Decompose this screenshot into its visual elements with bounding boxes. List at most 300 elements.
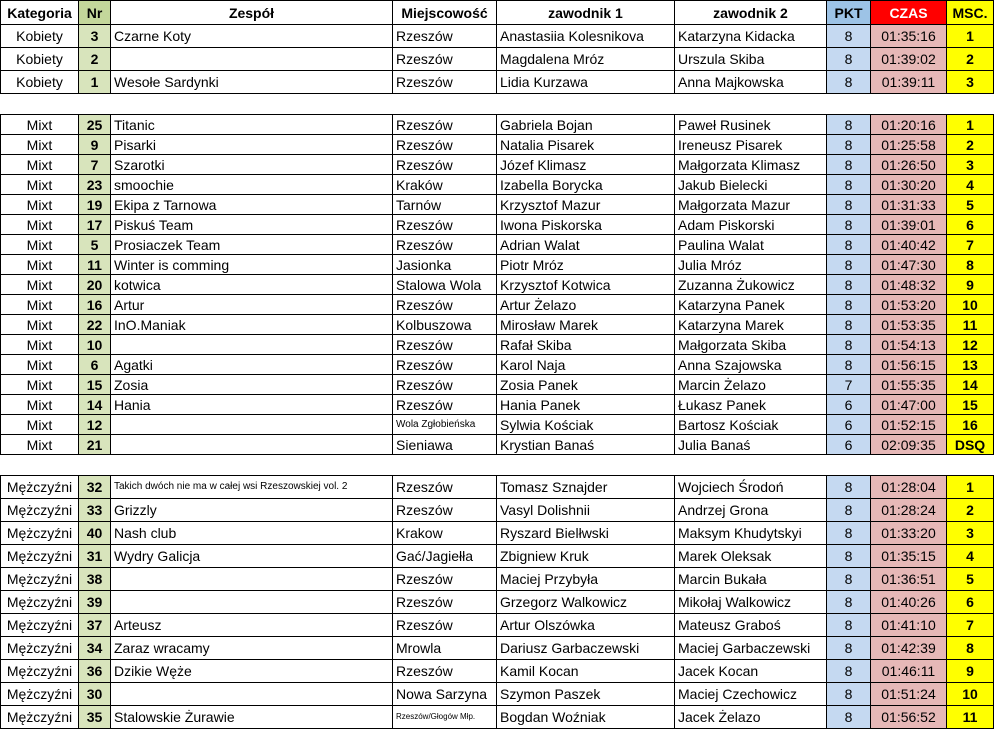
cell-zawodnik1: Vasyl Dolishnii — [497, 499, 675, 522]
cell-msc: 3 — [947, 155, 994, 175]
cell-msc: 13 — [947, 355, 994, 375]
cell-pkt: 8 — [827, 706, 871, 729]
cell-zespol: Titanic — [111, 115, 393, 135]
cell-kategoria: Mężczyźni — [1, 499, 79, 522]
cell-zawodnik1: Iwona Piskorska — [497, 215, 675, 235]
cell-miejscowosc: Rzeszów — [393, 135, 497, 155]
cell-pkt: 8 — [827, 637, 871, 660]
cell-zespol — [111, 568, 393, 591]
cell-nr: 25 — [79, 115, 111, 135]
cell-msc: 7 — [947, 235, 994, 255]
cell-czas: 01:47:30 — [871, 255, 947, 275]
cell-zawodnik1: Artur Żelazo — [497, 295, 675, 315]
cell-zawodnik1: Maciej Przybyła — [497, 568, 675, 591]
cell-czas: 01:54:13 — [871, 335, 947, 355]
cell-kategoria: Mixt — [1, 215, 79, 235]
cell-zawodnik1: Krzysztof Kotwica — [497, 275, 675, 295]
cell-kategoria: Mixt — [1, 135, 79, 155]
cell-msc: 11 — [947, 706, 994, 729]
cell-kategoria: Mixt — [1, 395, 79, 415]
cell-zespol: Grizzly — [111, 499, 393, 522]
cell-czas: 01:28:04 — [871, 476, 947, 499]
cell-kategoria: Mixt — [1, 315, 79, 335]
cell-zawodnik2: Jacek Kocan — [675, 660, 827, 683]
cell-miejscowosc: Kraków — [393, 175, 497, 195]
cell-pkt: 8 — [827, 499, 871, 522]
cell-zawodnik1: Piotr Mróz — [497, 255, 675, 275]
cell-pkt: 8 — [827, 175, 871, 195]
cell-pkt: 8 — [827, 215, 871, 235]
cell-zawodnik2: Bartosz Kościak — [675, 415, 827, 435]
cell-nr: 33 — [79, 499, 111, 522]
table-row — [1, 568, 994, 591]
cell-msc: 1 — [947, 115, 994, 135]
cell-czas: 01:53:20 — [871, 295, 947, 315]
cell-msc: DSQ — [947, 435, 994, 455]
cell-msc: 5 — [947, 195, 994, 215]
cell-msc: 12 — [947, 335, 994, 355]
cell-kategoria: Mężczyźni — [1, 614, 79, 637]
cell-miejscowosc: Nowa Sarzyna — [393, 683, 497, 706]
cell-czas: 01:55:35 — [871, 375, 947, 395]
cell-zespol: Artur — [111, 295, 393, 315]
cell-zawodnik2: Andrzej Grona — [675, 499, 827, 522]
cell-zawodnik1: Zbigniew Kruk — [497, 545, 675, 568]
cell-nr: 12 — [79, 415, 111, 435]
cell-czas: 01:20:16 — [871, 115, 947, 135]
cell-zespol: Piskuś Team — [111, 215, 393, 235]
cell-zawodnik1: Rafał Skiba — [497, 335, 675, 355]
cell-miejscowosc: Rzeszów — [393, 591, 497, 614]
cell-kategoria: Mężczyźni — [1, 522, 79, 545]
cell-pkt: 8 — [827, 275, 871, 295]
cell-nr: 10 — [79, 335, 111, 355]
cell-pkt: 8 — [827, 355, 871, 375]
cell-zespol: Agatki — [111, 355, 393, 375]
cell-msc: 3 — [947, 522, 994, 545]
cell-kategoria: Mężczyźni — [1, 683, 79, 706]
cell-zawodnik1: Mirosław Marek — [497, 315, 675, 335]
cell-nr: 14 — [79, 395, 111, 415]
table-row — [1, 660, 994, 683]
cell-nr: 3 — [79, 25, 111, 48]
cell-miejscowosc: Rzeszów — [393, 499, 497, 522]
table-row — [1, 476, 994, 499]
cell-czas: 01:31:33 — [871, 195, 947, 215]
cell-czas: 01:40:42 — [871, 235, 947, 255]
cell-nr: 35 — [79, 706, 111, 729]
cell-pkt: 8 — [827, 235, 871, 255]
cell-zawodnik1: Izabella Borycka — [497, 175, 675, 195]
header-zawodnik2: zawodnik 2 — [675, 1, 827, 25]
cell-zawodnik1: Dariusz Garbaczewski — [497, 637, 675, 660]
cell-miejscowosc: Krakow — [393, 522, 497, 545]
cell-msc: 6 — [947, 591, 994, 614]
cell-zespol — [111, 591, 393, 614]
cell-zawodnik1: Lidia Kurzawa — [497, 71, 675, 94]
cell-msc: 8 — [947, 255, 994, 275]
cell-zespol: InO.Maniak — [111, 315, 393, 335]
table-row — [1, 415, 994, 435]
table-row — [1, 522, 994, 545]
cell-zawodnik1: Hania Panek — [497, 395, 675, 415]
cell-nr: 23 — [79, 175, 111, 195]
cell-miejscowosc: Rzeszów — [393, 375, 497, 395]
cell-zawodnik2: Marek Oleksak — [675, 545, 827, 568]
cell-zawodnik1: Ryszard Bielłwski — [497, 522, 675, 545]
cell-nr: 36 — [79, 660, 111, 683]
cell-zawodnik2: Zuzanna Żukowicz — [675, 275, 827, 295]
cell-zawodnik1: Magdalena Mróz — [497, 48, 675, 71]
table-row — [1, 683, 994, 706]
cell-nr: 39 — [79, 591, 111, 614]
cell-czas: 01:42:39 — [871, 637, 947, 660]
cell-zespol: smoochie — [111, 175, 393, 195]
cell-msc: 2 — [947, 499, 994, 522]
cell-zawodnik1: Józef Klimasz — [497, 155, 675, 175]
cell-zawodnik2: Katarzyna Panek — [675, 295, 827, 315]
cell-zawodnik2: Anna Szajowska — [675, 355, 827, 375]
cell-kategoria: Mixt — [1, 375, 79, 395]
cell-msc: 4 — [947, 545, 994, 568]
cell-pkt: 8 — [827, 115, 871, 135]
table-row — [1, 435, 994, 455]
cell-miejscowosc: Rzeszów — [393, 476, 497, 499]
cell-zawodnik2: Katarzyna Marek — [675, 315, 827, 335]
table-row — [1, 706, 994, 729]
cell-nr: 6 — [79, 355, 111, 375]
table-row — [1, 195, 994, 215]
cell-kategoria: Mężczyźni — [1, 591, 79, 614]
cell-zawodnik2: Julia Mróz — [675, 255, 827, 275]
cell-msc: 9 — [947, 660, 994, 683]
cell-miejscowosc: Mrowla — [393, 637, 497, 660]
cell-zawodnik2: Jacek Żelazo — [675, 706, 827, 729]
cell-pkt: 8 — [827, 48, 871, 71]
cell-czas: 01:48:32 — [871, 275, 947, 295]
cell-nr: 40 — [79, 522, 111, 545]
cell-pkt: 8 — [827, 522, 871, 545]
cell-czas: 01:26:50 — [871, 155, 947, 175]
header-zespol: Zespół — [111, 1, 393, 25]
cell-zawodnik2: Katarzyna Kidacka — [675, 25, 827, 48]
cell-pkt: 8 — [827, 660, 871, 683]
cell-kategoria: Mężczyźni — [1, 660, 79, 683]
cell-nr: 38 — [79, 568, 111, 591]
cell-czas: 01:52:15 — [871, 415, 947, 435]
cell-msc: 7 — [947, 614, 994, 637]
cell-pkt: 8 — [827, 545, 871, 568]
cell-kategoria: Kobiety — [1, 71, 79, 94]
cell-nr: 37 — [79, 614, 111, 637]
cell-nr: 11 — [79, 255, 111, 275]
cell-miejscowosc: Rzeszów — [393, 25, 497, 48]
header-kategoria: Kategoria — [1, 1, 79, 25]
cell-pkt: 8 — [827, 71, 871, 94]
table-row — [1, 499, 994, 522]
cell-zawodnik1: Krystian Banaś — [497, 435, 675, 455]
table-row — [1, 315, 994, 335]
table-row — [1, 591, 994, 614]
table-row — [1, 295, 994, 315]
cell-czas: 01:35:16 — [871, 25, 947, 48]
cell-zawodnik2: Paweł Rusinek — [675, 115, 827, 135]
cell-miejscowosc: Rzeszów — [393, 71, 497, 94]
cell-zawodnik1: Krzysztof Mazur — [497, 195, 675, 215]
cell-nr: 34 — [79, 637, 111, 660]
cell-czas: 01:33:20 — [871, 522, 947, 545]
spacer-cell — [1, 94, 994, 115]
table-row — [1, 48, 994, 71]
cell-kategoria: Mixt — [1, 295, 79, 315]
cell-zespol: Takich dwóch nie ma w całej wsi Rzeszowskiej vol. 2 — [111, 476, 393, 499]
cell-nr: 19 — [79, 195, 111, 215]
cell-miejscowosc: Wola Zgłobieńska — [393, 415, 497, 435]
cell-miejscowosc: Stalowa Wola — [393, 275, 497, 295]
cell-kategoria: Mixt — [1, 115, 79, 135]
cell-zespol: Szarotki — [111, 155, 393, 175]
cell-nr: 7 — [79, 155, 111, 175]
cell-zawodnik1: Zosia Panek — [497, 375, 675, 395]
table-row — [1, 255, 994, 275]
cell-kategoria: Mixt — [1, 435, 79, 455]
table-row — [1, 275, 994, 295]
cell-zawodnik2: Małgorzata Mazur — [675, 195, 827, 215]
cell-kategoria: Mixt — [1, 335, 79, 355]
cell-zespol — [111, 335, 393, 355]
cell-miejscowosc: Rzeszów — [393, 235, 497, 255]
table-row — [1, 335, 994, 355]
section-spacer — [1, 94, 994, 115]
cell-kategoria: Kobiety — [1, 48, 79, 71]
cell-miejscowosc: Rzeszów — [393, 115, 497, 135]
cell-zawodnik1: Szymon Paszek — [497, 683, 675, 706]
cell-nr: 2 — [79, 48, 111, 71]
cell-msc: 1 — [947, 25, 994, 48]
cell-czas: 01:39:11 — [871, 71, 947, 94]
table-row — [1, 235, 994, 255]
cell-pkt: 8 — [827, 591, 871, 614]
cell-msc: 14 — [947, 375, 994, 395]
cell-zawodnik2: Marcin Żelazo — [675, 375, 827, 395]
table-row — [1, 135, 994, 155]
cell-nr: 16 — [79, 295, 111, 315]
cell-czas: 01:28:24 — [871, 499, 947, 522]
cell-pkt: 8 — [827, 315, 871, 335]
cell-zawodnik1: Natalia Pisarek — [497, 135, 675, 155]
table-row — [1, 395, 994, 415]
header-msc: MSC. — [947, 1, 994, 25]
cell-miejscowosc: Rzeszów — [393, 568, 497, 591]
cell-miejscowosc: Gać/Jagiełła — [393, 545, 497, 568]
cell-zawodnik1: Tomasz Sznajder — [497, 476, 675, 499]
cell-miejscowosc: Rzeszów — [393, 48, 497, 71]
cell-zespol: Ekipa z Tarnowa — [111, 195, 393, 215]
cell-zespol: Zosia — [111, 375, 393, 395]
spacer-cell — [1, 455, 994, 476]
cell-nr: 31 — [79, 545, 111, 568]
cell-zawodnik1: Karol Naja — [497, 355, 675, 375]
cell-pkt: 8 — [827, 135, 871, 155]
cell-zespol: Winter is comming — [111, 255, 393, 275]
cell-czas: 01:47:00 — [871, 395, 947, 415]
table-row — [1, 637, 994, 660]
cell-kategoria: Mixt — [1, 195, 79, 215]
cell-zespol: Pisarki — [111, 135, 393, 155]
cell-zawodnik2: Mikołaj Walkowicz — [675, 591, 827, 614]
cell-pkt: 8 — [827, 335, 871, 355]
cell-kategoria: Mixt — [1, 235, 79, 255]
cell-zespol — [111, 415, 393, 435]
table-row — [1, 355, 994, 375]
cell-pkt: 8 — [827, 683, 871, 706]
cell-zawodnik2: Wojciech Środoń — [675, 476, 827, 499]
cell-zespol — [111, 435, 393, 455]
cell-czas: 01:35:15 — [871, 545, 947, 568]
table-row — [1, 175, 994, 195]
cell-zawodnik2: Maksym Khudytskyi — [675, 522, 827, 545]
cell-nr: 22 — [79, 315, 111, 335]
cell-czas: 01:56:52 — [871, 706, 947, 729]
cell-zawodnik2: Anna Majkowska — [675, 71, 827, 94]
cell-nr: 21 — [79, 435, 111, 455]
cell-zawodnik2: Jakub Bielecki — [675, 175, 827, 195]
table-row — [1, 545, 994, 568]
cell-miejscowosc: Tarnów — [393, 195, 497, 215]
cell-zespol — [111, 683, 393, 706]
cell-miejscowosc: Rzeszów — [393, 295, 497, 315]
cell-pkt: 8 — [827, 255, 871, 275]
cell-zawodnik2: Maciej Garbaczewski — [675, 637, 827, 660]
cell-zawodnik2: Mateusz Graboś — [675, 614, 827, 637]
cell-nr: 5 — [79, 235, 111, 255]
cell-czas: 01:56:15 — [871, 355, 947, 375]
cell-zawodnik1: Kamil Kocan — [497, 660, 675, 683]
cell-miejscowosc: Rzeszów — [393, 660, 497, 683]
cell-msc: 8 — [947, 637, 994, 660]
cell-miejscowosc: Rzeszów — [393, 335, 497, 355]
cell-msc: 11 — [947, 315, 994, 335]
cell-zawodnik2: Paulina Walat — [675, 235, 827, 255]
cell-msc: 3 — [947, 71, 994, 94]
cell-zawodnik2: Adam Piskorski — [675, 215, 827, 235]
cell-zawodnik1: Bogdan Woźniak — [497, 706, 675, 729]
cell-kategoria: Kobiety — [1, 25, 79, 48]
cell-miejscowosc: Sieniawa — [393, 435, 497, 455]
header-zawodnik1: zawodnik 1 — [497, 1, 675, 25]
cell-msc: 10 — [947, 295, 994, 315]
cell-nr: 17 — [79, 215, 111, 235]
cell-czas: 01:39:02 — [871, 48, 947, 71]
header-miejscowosc: Miejscowość — [393, 1, 497, 25]
cell-msc: 9 — [947, 275, 994, 295]
table-row — [1, 215, 994, 235]
cell-zespol — [111, 48, 393, 71]
cell-zawodnik2: Małgorzata Klimasz — [675, 155, 827, 175]
cell-zawodnik1: Adrian Walat — [497, 235, 675, 255]
cell-kategoria: Mężczyźni — [1, 637, 79, 660]
cell-msc: 2 — [947, 48, 994, 71]
cell-miejscowosc: Rzeszów — [393, 395, 497, 415]
cell-zespol: Nash club — [111, 522, 393, 545]
cell-pkt: 8 — [827, 195, 871, 215]
cell-zawodnik2: Julia Banaś — [675, 435, 827, 455]
cell-zawodnik2: Urszula Skiba — [675, 48, 827, 71]
cell-zespol: Dzikie Węże — [111, 660, 393, 683]
cell-pkt: 7 — [827, 375, 871, 395]
cell-pkt: 8 — [827, 476, 871, 499]
cell-miejscowosc: Rzeszów/Głogów Młp. — [393, 706, 497, 729]
cell-miejscowosc: Rzeszów — [393, 614, 497, 637]
cell-pkt: 8 — [827, 614, 871, 637]
cell-kategoria: Mixt — [1, 355, 79, 375]
cell-zespol: Arteusz — [111, 614, 393, 637]
table-row — [1, 25, 994, 48]
cell-zawodnik2: Maciej Czechowicz — [675, 683, 827, 706]
cell-pkt: 8 — [827, 25, 871, 48]
cell-zespol: Prosiaczek Team — [111, 235, 393, 255]
cell-czas: 01:53:35 — [871, 315, 947, 335]
table-row — [1, 375, 994, 395]
cell-nr: 1 — [79, 71, 111, 94]
table-row — [1, 71, 994, 94]
cell-msc: 2 — [947, 135, 994, 155]
cell-zawodnik2: Marcin Bukała — [675, 568, 827, 591]
cell-zespol: Wydry Galicja — [111, 545, 393, 568]
cell-zawodnik1: Gabriela Bojan — [497, 115, 675, 135]
header-pkt: PKT — [827, 1, 871, 25]
cell-czas: 01:36:51 — [871, 568, 947, 591]
cell-pkt: 6 — [827, 415, 871, 435]
cell-msc: 4 — [947, 175, 994, 195]
cell-czas: 01:39:01 — [871, 215, 947, 235]
cell-nr: 15 — [79, 375, 111, 395]
cell-kategoria: Mixt — [1, 415, 79, 435]
cell-msc: 6 — [947, 215, 994, 235]
cell-miejscowosc: Kolbuszowa — [393, 315, 497, 335]
cell-kategoria: Mężczyźni — [1, 568, 79, 591]
cell-msc: 15 — [947, 395, 994, 415]
cell-czas: 01:25:58 — [871, 135, 947, 155]
cell-kategoria: Mężczyźni — [1, 476, 79, 499]
cell-zawodnik1: Artur Olszówka — [497, 614, 675, 637]
cell-pkt: 6 — [827, 395, 871, 415]
cell-zespol: Wesołe Sardynki — [111, 71, 393, 94]
cell-czas: 01:30:20 — [871, 175, 947, 195]
cell-kategoria: Mixt — [1, 155, 79, 175]
cell-czas: 01:46:11 — [871, 660, 947, 683]
cell-zawodnik2: Łukasz Panek — [675, 395, 827, 415]
cell-msc: 5 — [947, 568, 994, 591]
cell-miejscowosc: Rzeszów — [393, 215, 497, 235]
table-row — [1, 155, 994, 175]
section-spacer — [1, 455, 994, 476]
table-row — [1, 614, 994, 637]
cell-zespol: kotwica — [111, 275, 393, 295]
cell-czas: 01:51:24 — [871, 683, 947, 706]
cell-miejscowosc: Rzeszów — [393, 155, 497, 175]
cell-kategoria: Mixt — [1, 275, 79, 295]
cell-czas: 01:40:26 — [871, 591, 947, 614]
cell-msc: 1 — [947, 476, 994, 499]
cell-zawodnik2: Ireneusz Pisarek — [675, 135, 827, 155]
cell-msc: 10 — [947, 683, 994, 706]
cell-zespol: Hania — [111, 395, 393, 415]
cell-nr: 32 — [79, 476, 111, 499]
cell-zespol: Czarne Koty — [111, 25, 393, 48]
cell-pkt: 6 — [827, 435, 871, 455]
table-row — [1, 115, 994, 135]
